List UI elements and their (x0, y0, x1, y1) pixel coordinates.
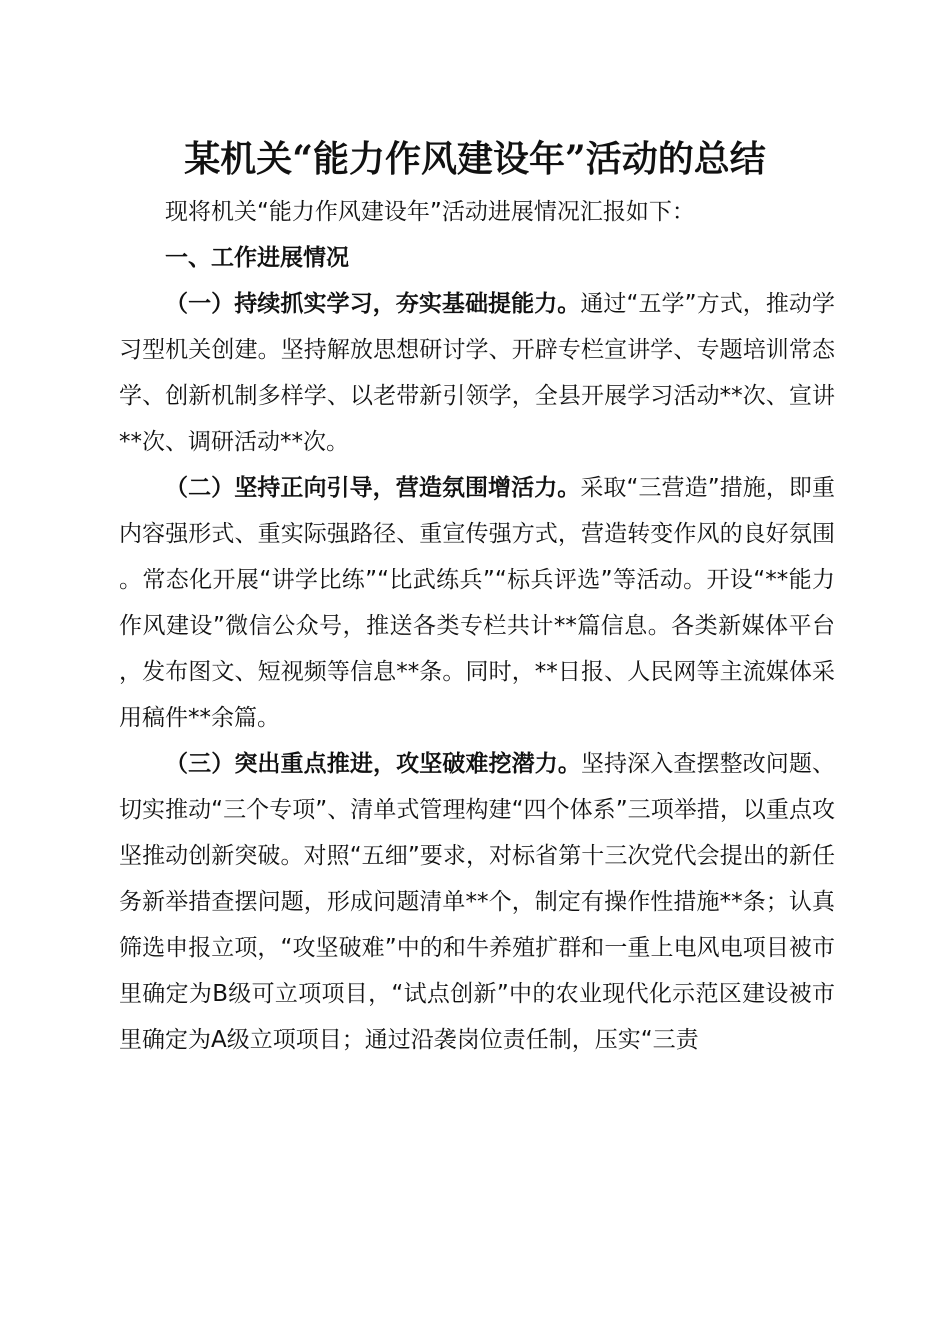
work-item-1-text: 通过“五学”方式，推动学习型机关创建。坚持解放思想研讨学、开辟专栏宣讲学、专题培训常态学、创新机制多样学、以老带新引领学，全县开展学习活动**次、宣讲**次、调研活动**次。 (119, 291, 835, 455)
work-item-3-text: 坚持深入查摆整改问题、切实推动“三个专项”、清单式管理构建“四个体系”三项举措，以重点攻坚推动创新突破。对照“五细”要求，对标省第十三次党代会提出的新任务新举措查摆问题，形成问题清单**个，制定有操作性措施**条；认真筛选申报立项，“攻坚破难”中的和牛养殖扩群和一重上电风电项目被市里确定为B级可立项项目，“试点创新”中的农业现代化示范区建设被市里确定为A级立项项目；通过沿袭岗位责任制，压实“三责 (119, 751, 836, 1053)
document-title: 某机关“能力作风建设年”活动的总结 (184, 138, 766, 180)
work-item-3 (119, 741, 835, 1063)
work-item-1-lead: （一）持续抓实学习，夯实基础提能力。 (165, 291, 581, 317)
intro-paragraph: 现将机关“能力作风建设年”活动进展情况汇报如下： (165, 199, 695, 225)
work-item-1 (119, 281, 835, 465)
work-item-2-lead: （二）坚持正向引导，营造氛围增活力。 (165, 475, 581, 501)
work-item-3-lead: （三）突出重点推进，攻坚破难挖潜力。 (165, 751, 581, 777)
work-item-2-text: 采取“三营造”措施，即重内容强形式、重实际强路径、重宣传强方式，营造转变作风的良好氛围。常态化开展“讲学比练”“比武练兵”“标兵评选”等活动。开设“**能力作风建设”微信公众号，推送各类专栏共计**篇信息。各类新媒体平台，发布图文、短视频等信息**条。同时，**日报、人民网等主流媒体采用稿件**余篇。 (119, 475, 835, 731)
document-body (119, 189, 835, 1063)
work-item-2 (119, 465, 835, 741)
section-heading: 一、工作进展情况 (165, 245, 349, 271)
